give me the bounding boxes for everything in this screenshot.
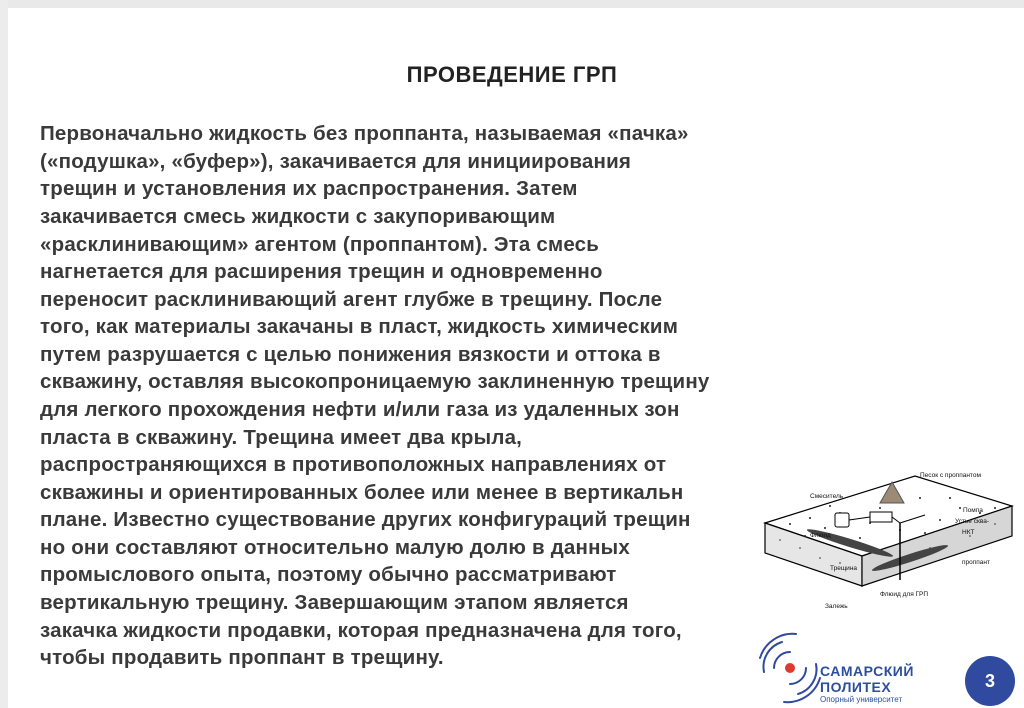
body-line: того, как материалы закачаны в пласт, жидкость химическим xyxy=(40,315,679,338)
logo-line-1: САМАРСКИЙ xyxy=(820,663,914,679)
pump-unit xyxy=(870,512,892,522)
body-line: трещин и установления их распространения. Затем xyxy=(40,177,578,200)
body-line: скважины и ориентированных более или менее в вертикальн xyxy=(40,481,684,504)
slide-left-frame xyxy=(0,0,8,708)
slide-title: ПРОВЕДЕНИЕ ГРП xyxy=(406,62,618,87)
mixer-tank xyxy=(835,513,849,527)
logo-center-dot xyxy=(785,663,795,673)
label-fracture: Трещина xyxy=(830,565,858,572)
body-line: промыслового опыта, поэтому обычно рассматривают xyxy=(40,563,617,586)
body-line: нагнетается для расширения трещин и одновременно xyxy=(40,260,603,283)
body-line: путем разрушается с целью понижения вязкости и оттока в xyxy=(40,343,661,366)
body-line: скважину, оставляя высокопроницаемую заклиненную трещину xyxy=(40,370,710,393)
label-reservoir: Залежь xyxy=(825,603,848,610)
label-mixer: Смеситель xyxy=(810,493,844,500)
body-line: («подушка», «буфер»), закачивается для инициирования xyxy=(40,150,632,173)
label-tubing: НКТ xyxy=(962,529,975,536)
body-line: вертикальную трещину. Завершающим этапом является xyxy=(40,591,629,614)
label-pump: Помпа xyxy=(963,507,983,514)
body-line: переносит расклинивающий агент глубже в трещину. После xyxy=(40,288,663,311)
body-line: Первоначально жидкость без проппанта, называемая «пачка» xyxy=(40,122,689,145)
body-text xyxy=(40,121,800,691)
body-line: распространяющихся в противоположных направлениях от xyxy=(40,453,667,476)
body-line: плане. Известно существование других конфигураций трещин xyxy=(40,508,691,531)
logo-line-2: ПОЛИТЕХ xyxy=(820,679,892,695)
label-fluid: Флюид xyxy=(810,532,831,539)
body-line: для легкого прохождения нефти и/или газа из удаленных зон xyxy=(40,398,680,421)
label-proppant: проппант xyxy=(962,559,990,566)
label-wellhead: Устье сква- xyxy=(955,518,989,525)
slide-top-frame xyxy=(0,0,1024,8)
logo-arc xyxy=(760,634,796,658)
logo-line-3: Опорный университет xyxy=(820,695,903,704)
body-line: пласта в скважину. Трещина имеет два крыла, xyxy=(40,426,523,449)
label-frac-fluid: Флюид для ГРП xyxy=(880,591,929,598)
label-sand: Песок с проппантом xyxy=(920,472,981,479)
body-line: но они составляют относительно малую долю в данных xyxy=(40,536,630,559)
body-line: закачка жидкости продавки, которая предназначена для того, xyxy=(40,619,682,642)
body-line: «расклинивающим» агентом (проппантом). Эта смесь xyxy=(40,233,600,256)
page-number-badge: 3 xyxy=(965,656,1015,706)
fracturing-diagram xyxy=(750,468,1020,613)
body-line: чтобы продавить проппант в трещину. xyxy=(40,646,444,669)
logo-arc xyxy=(784,678,820,702)
body-line: закачивается смесь жидкости с закупоривающим xyxy=(40,205,556,228)
